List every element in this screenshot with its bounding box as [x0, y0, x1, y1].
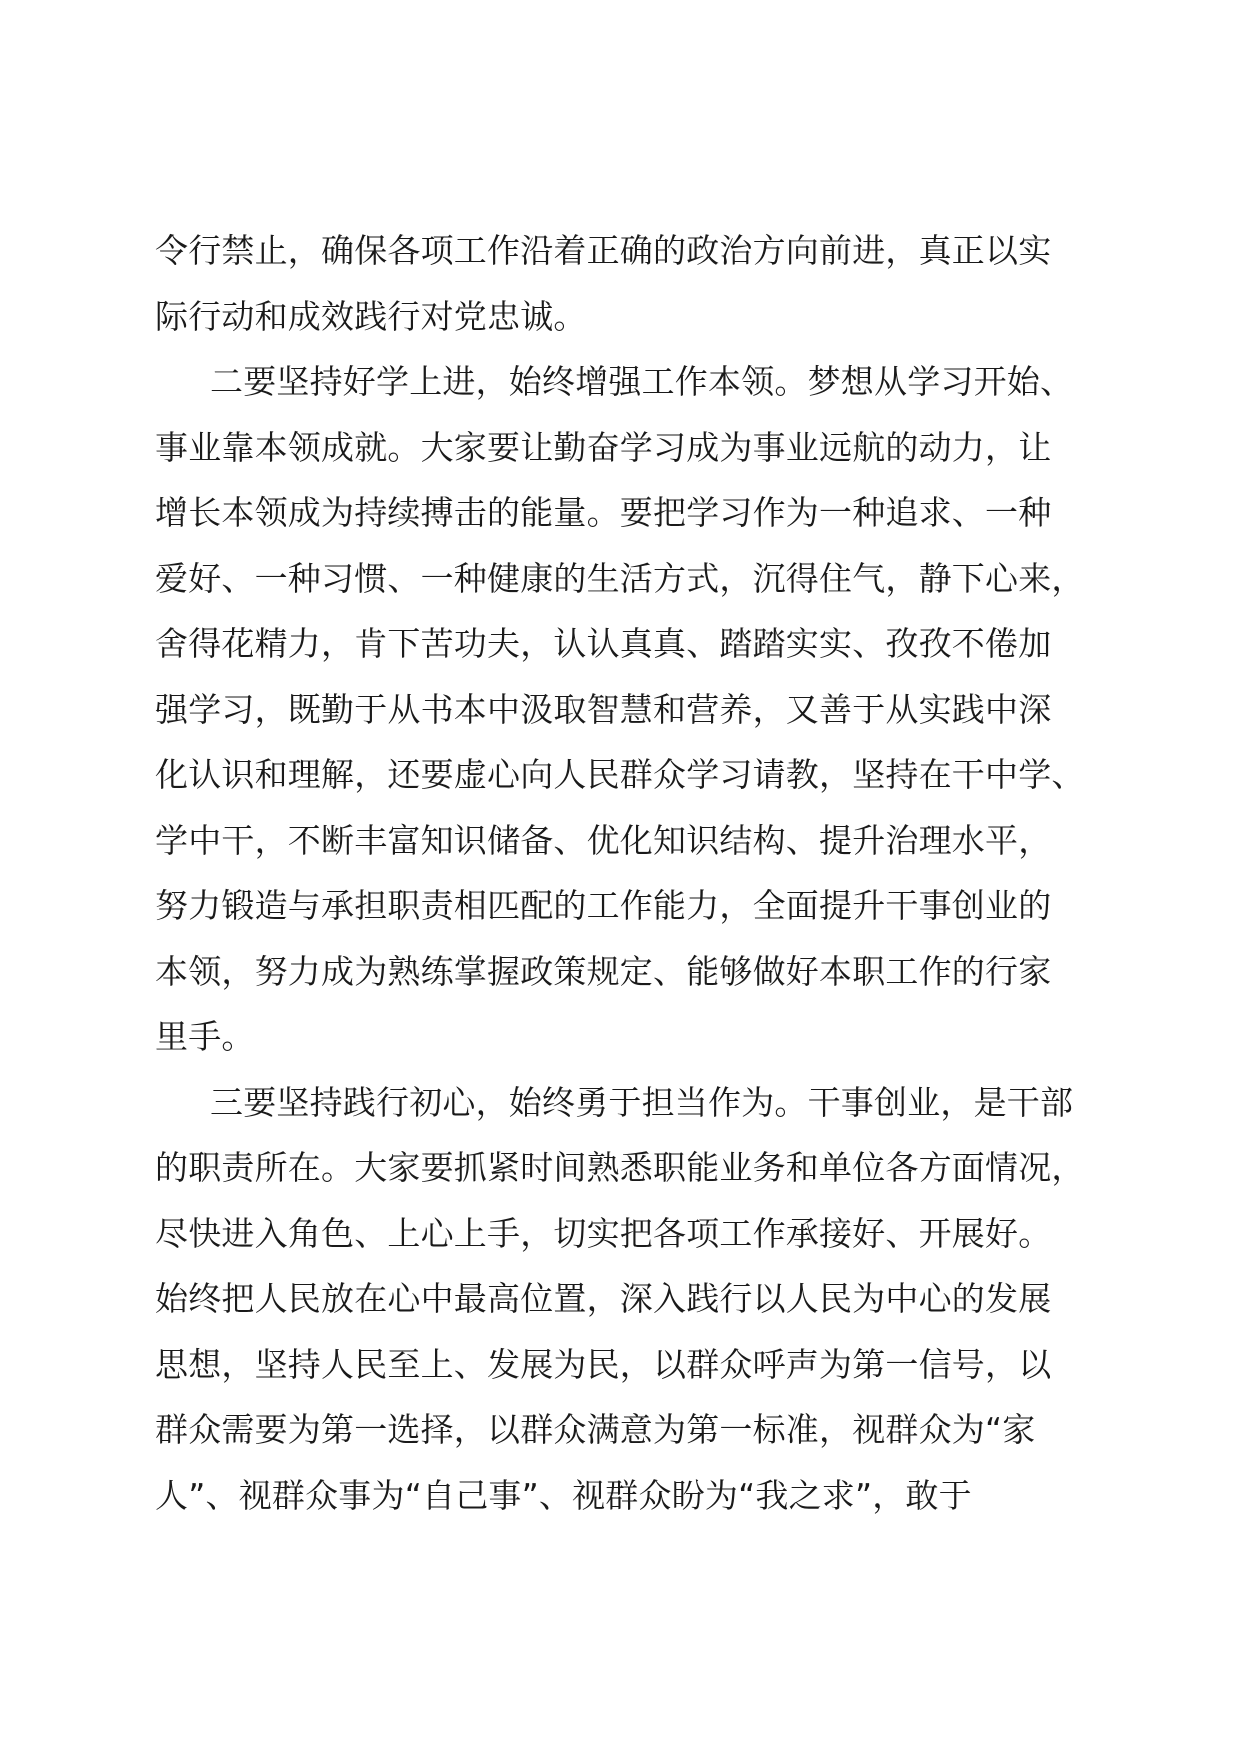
- paragraph-line: 化认识和理解，还要虚心向人民群众学习请教，坚持在干中学、: [155, 755, 1085, 794]
- paragraph-line: 思想，坚持人民至上、发展为民，以群众呼声为第一信号，以: [155, 1344, 1052, 1384]
- paragraph-line: 三要坚持践行初心，始终勇于担当作为。干事创业，是干部: [210, 1082, 1074, 1122]
- paragraph-line: 的职责所在。大家要抓紧时间熟悉职能业务和单位各方面情况，: [155, 1148, 1085, 1187]
- paragraph-3: [155, 1070, 1085, 1529]
- paragraph-line: 里手。: [155, 1017, 255, 1056]
- paragraph-line: 群众需要为第一选择，以群众满意为第一标准，视群众为“家: [155, 1410, 1036, 1449]
- paragraph-line: 事业靠本领成就。大家要让勤奋学习成为事业远航的动力，让: [155, 427, 1052, 467]
- paragraph-line: 增长本领成为持续搏击的能量。要把学习作为一种追求、一种: [155, 493, 1052, 532]
- paragraph-line: 舍得花精力，肯下苦功夫，认认真真、踏踏实实、孜孜不倦加: [155, 624, 1052, 663]
- paragraph-line: 本领，努力成为熟练掌握政策规定、能够做好本职工作的行家: [155, 951, 1052, 991]
- paragraph-line: 二要坚持好学上进，始终增强工作本领。梦想从学习开始、: [210, 362, 1074, 401]
- paragraph-line: 强学习，既勤于从书本中汲取智慧和营养，又善于从实践中深: [155, 689, 1052, 729]
- paragraph-line: 爱好、一种习惯、一种健康的生活方式，沉得住气，静下心来，: [155, 558, 1085, 598]
- paragraph-line: 人”、视群众事为“自己事”、视群众盼为“我之求”，敢于: [155, 1475, 972, 1515]
- paragraph-1: [155, 218, 1085, 349]
- document-body: [155, 218, 1085, 1528]
- paragraph-2: [155, 349, 1085, 1070]
- paragraph-line: 努力锻造与承担职责相匹配的工作能力，全面提升干事创业的: [155, 886, 1052, 925]
- paragraph-line: 始终把人民放在心中最高位置，深入践行以人民为中心的发展: [155, 1279, 1052, 1318]
- paragraph-line: 尽快进入角色、上心上手，切实把各项工作承接好、开展好。: [155, 1213, 1052, 1253]
- paragraph-line: 学中干，不断丰富知识储备、优化知识结构、提升治理水平，: [155, 820, 1052, 860]
- paragraph-line: 令行禁止，确保各项工作沿着正确的政治方向前进，真正以实: [155, 231, 1052, 270]
- paragraph-line: 际行动和成效践行对党忠诚。: [155, 296, 587, 336]
